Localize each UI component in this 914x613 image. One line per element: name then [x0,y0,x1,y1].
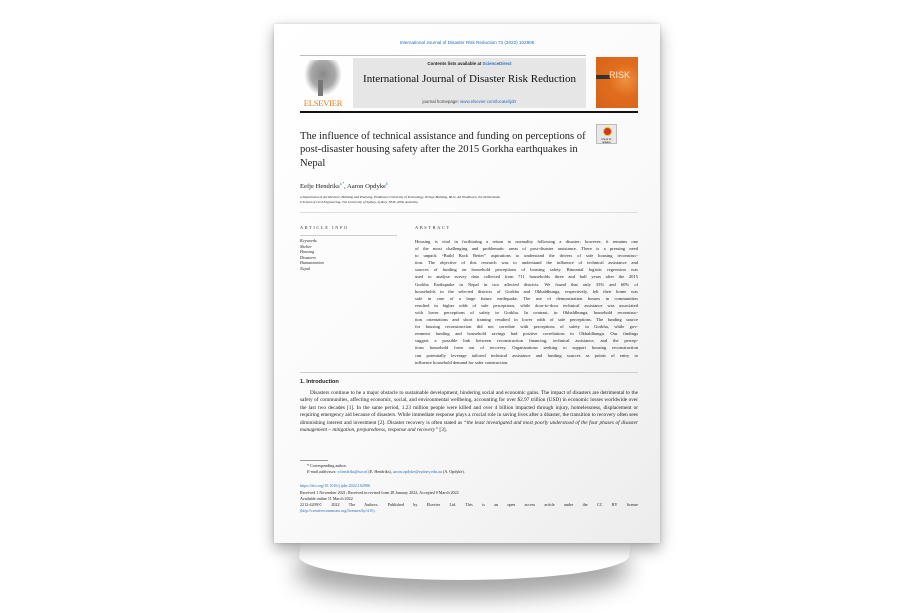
abstract-heading: ABSTRACT [415,225,451,230]
abstract-line: of the most challenging and problematic areas of post-disaster assistance. There is a pressing need [415,246,638,252]
introduction-line: trillion (USD) in economic losses worldwide over the last two decades [1]. In the same period, 1.23 million people were killed and over [300,397,639,411]
sciencedirect-link[interactable]: ScienceDirect [482,61,512,66]
article-title: The influence of technical assistance and funding on perceptions of post-disaster housing safety after the 2015 Gorkha earthquakes in Nepal [300,131,586,169]
abstract-line: tion orientations and short training resulted in lower odds of safe perceptions. The funding source [415,317,638,323]
divider [300,55,586,56]
affiliation: a Department of Architecture, Building and Planning, Eindhoven University of Technology, Vertigo Building, 8612, AZ Eindhoven, the Netherlands [300,195,500,199]
elsevier-logo: ELSEVIER [300,60,346,108]
copyright: 2212-4209/© 2022 The Authors. Published by Elsevier Ltd. This is an open access article under the CC BY license [300,502,638,507]
abstract-line: households in the selected districts of Gorkha and Okhaldhunga, respectively, felt their home was [415,288,638,294]
quoted-definition: “the least investigated and most poorly understood of the four phases of disaster management – [300,419,639,434]
introduction-line: response plays a crucial role in saving lives after a disaster, the transition to recovery often sees diminishing interest and investment [300,412,638,426]
homepage-link[interactable]: www.elsevier.com/locate/ijdrr [460,99,517,104]
abstract-line: influence household demand for safer construction. [415,359,509,365]
section-heading: 1. Introduction [300,379,339,385]
abstract-line: tion. The objective of this research was to understand the influence of technical assistance and [415,260,638,266]
available-online: Available online 11 March 2022 [300,496,353,501]
email-addresses: E-mail addresses: e.hendriks@tue.nl (E. Hendriks), aaron.opdyke@sydney.edu.au (A. Opdyke). [307,469,465,474]
abstract-line: Housing is vital in facilitating a return to normality following a disaster; however, it remains one [415,239,638,244]
affiliation: b School of Civil Engineering, The University of Sydney, Sydney, NSW, 2006, Australia [300,200,418,204]
abstract-line: to unpack “Build Back Better” aspirations to understand the drivers of safe housing reconstruc- [415,253,638,259]
introduction-text: Disasters continue to be a major obstacle to sustainable development, hindering social and economic gains. The impact of disasters are detrimental to the safety of communities, affecting economic, social, and environmental wellbeing, accounting for over $2.97 trillion (USD) in economic losses worldwide over the last two decades [1]. In the same period, 1.23 million people were killed and over 4 billion impacted through injury, homelessness, displacement or requiring emergency aid because of disasters. While immediate response plays a crucial role in saving lives after a disaster, the transition to recovery often sees diminishing interest and investment [2]. Disaster recovery is often stated as “the least investigated and most poorly understood of the four phases of disaster management – mitigation, preparedness, response and recovery” [3]. [300,390,639,434]
paper-page: International Journal of Disaster Risk Reduction 73 (2022) 102906 ELSEVIER Contents lists available at ScienceDirect International Journal of Disaster Risk Reduction journal homepage: www.elsevier.com/locate/ijdrr RISK The influence of technical assistance and funding on perceptions of post-disaster housing safety after the 2015 Gorkha earthquakes in Nepal Check for updates Eefje Hendriks$^{a,*}$, Aaron Opdyke$^b$ a Department of Architecture, Building and Planning, Eindhoven University of Technology, Vertigo Building, 8612, AZ Eindhoven, the Netherlands b School of Civil Engineering, The University of Sydney, Sydney, NSW, 2006, Australia ARTICLE INFO ABSTRACT Keywords Shelter Housing Disasters Humanitarian Nepal Housing is vital in facilitating a return to normality following a disaster; however, it remains one of the most challenging and problematic areas of post-disaster assistance. There is a pressing need to unpack “Build Back Better” aspirations to understand the drivers of safe housing reconstruc- tion. The objective of this research was to understand the influence of technical assistance and sources of funding on household perceptions of housing safety. Binomial logistic regression was used to analyse survey data collected from 711 households three and half years after the 2015 Gorkha Earthquake in Nepal in two affected districts. We found that only 33% and 60% of households in the selected districts of Gorkha and Okhaldhunga, respectively, felt their home was safe in case of a large future earthquake. The use of demonstration houses in communities resulted in higher odds of safe perceptions, while door-to-door technical assistance was associated with lower perceptions of safety in Gorkha. In contrast, in Okhaldhunga, household reconstruc- tion orientations and short training resulted in lower odds of safe perceptions. The funding source for housing reconstruction did not correlate with perceptions of safety in Gorkha, while gov- ernment funding and household savings had positive correlations in Okhaldhunga. Our findings suggest a possible link between reconstruction financing, technical assistance, and the percep- tions household form out of recovery. Organizations seeking to support housing reconstruction can potentially leverage tailored technical assistance and funding sources as points of entry to influence household demand for safer construction. 1. Introduction Disasters continue to be a major obstacle to sustainable development, hindering social and economic gains. The impact of disasters are detrimental to the safety of communities, affecting economic, social, and environmental wellbeing, accounting for over $2.97 trillion (USD) in economic losses worldwide over the last two decades [1]. In the same period, 1.23 million people were killed and over 4 billion impacted through injury, homelessness, displacement or requiring emergency aid because of disasters. While immediate response plays a crucial role in saving lives after a disaster, the transition to recovery often sees diminishing interest and investment [2]. Disaster recovery is often stated as “the least investigated and most poorly understood of the four phases of disaster management – mitigation, preparedness, response and recovery” [3]. * Corresponding author. E-mail addresses: e.hendriks@tue.nl (E. Hendriks), aaron.opdyke@sydney.edu.au (A. Opdyke). https://doi.org/10.1016/j.ijdrr.2022.102906 Received 1 November 2021; Received in revised form 28 January 2022; Accepted 9 March 2022 Available online 11 March 2022 2212-4209/© 2022 The Authors. Published by Elsevier Ltd. This is an open access article under the CC BY license (http://creativecommons.org/licenses/by/4.0/). [274,24,660,543]
abstract-line: ernment funding and household savings had positive correlations in Okhaldhunga. Our findings [415,331,638,337]
introduction-line: 4 billion impacted through injury, homelessness, displacement or requiring emergency aid because of disasters. While immediate [300,404,638,419]
journal-reference[interactable]: International Journal of Disaster Risk Reduction 73 (2022) 102906 [399,40,535,45]
divider [300,235,397,236]
journal-title: International Journal of Disaster Risk Reduction [363,73,576,85]
abstract-line: resulted in higher odds of safe perceptions, while door-to-door technical assistance was associated [415,302,638,308]
abstract-line: for housing reconstruction did not correlate with perceptions of safety in Gorkha, while gov- [415,324,638,330]
abstract-line: sources of funding on household perceptions of housing safety. Binomial logistic regression was [415,267,638,273]
abstract-line: can potentially leverage tailored technical assistance and funding sources as points of entry to [415,352,638,358]
crossmark-icon [603,127,612,136]
abstract-line: tions household form out of recovery. Organizations seeking to support housing reconstruction [415,345,638,351]
abstract-line: Gorkha Earthquake in Nepal in two affected districts. We found that only 33% and 60% of [415,281,638,287]
journal-cover: RISK [596,57,638,108]
introduction-line: Disasters continue to be a major obstacle to sustainable development, hindering social and economic gains. The impact of disasters [310,390,591,396]
author-list: Eefje Hendriks$^{a,*}$, Aaron Opdyke$^b$ [300,182,388,191]
crossmark-button[interactable]: Check for updates [596,124,617,144]
abstract-text [415,238,638,366]
license-link[interactable]: (http://creativecommons.org/licenses/by/4.0/). [300,508,376,513]
received-dates: Received 1 November 2021; Received in revised form 28 January 2022; Accepted 9 March 2022 [300,490,459,495]
divider [300,212,638,213]
footnote-rule [300,460,328,461]
article-info-heading: ARTICLE INFO [300,225,349,230]
introduction-line: are detrimental to the safety of communities, affecting economic, social, and environmental wellbeing, accounting for over $2.97 [300,390,639,404]
divider [300,372,638,373]
header-rule [300,111,638,113]
abstract-line: used to analyse survey data collected from 711 households three and half years after the 2015 [415,274,638,280]
abstract-line: safe in case of a large future earthquake. The use of demonstration houses in communities [415,295,638,301]
doi-link[interactable]: https://doi.org/10.1016/j.ijdrr.2022.102906 [300,483,371,488]
keywords-list: Keywords Shelter Housing Disasters Humanitarian Nepal [300,238,324,271]
tree-icon [304,60,342,96]
abstract-line: with lower perceptions of safety in Gorkha. In contrast, in Okhaldhunga, household reconstruc- [415,309,638,315]
abstract-line: suggest a possible link between reconstruction financing, technical assistance, and the percep- [415,338,638,344]
journal-header: Contents lists available at ScienceDirect International Journal of Disaster Risk Reduction journal homepage: www.elsevier.com/locate/ijdrr [353,58,586,108]
